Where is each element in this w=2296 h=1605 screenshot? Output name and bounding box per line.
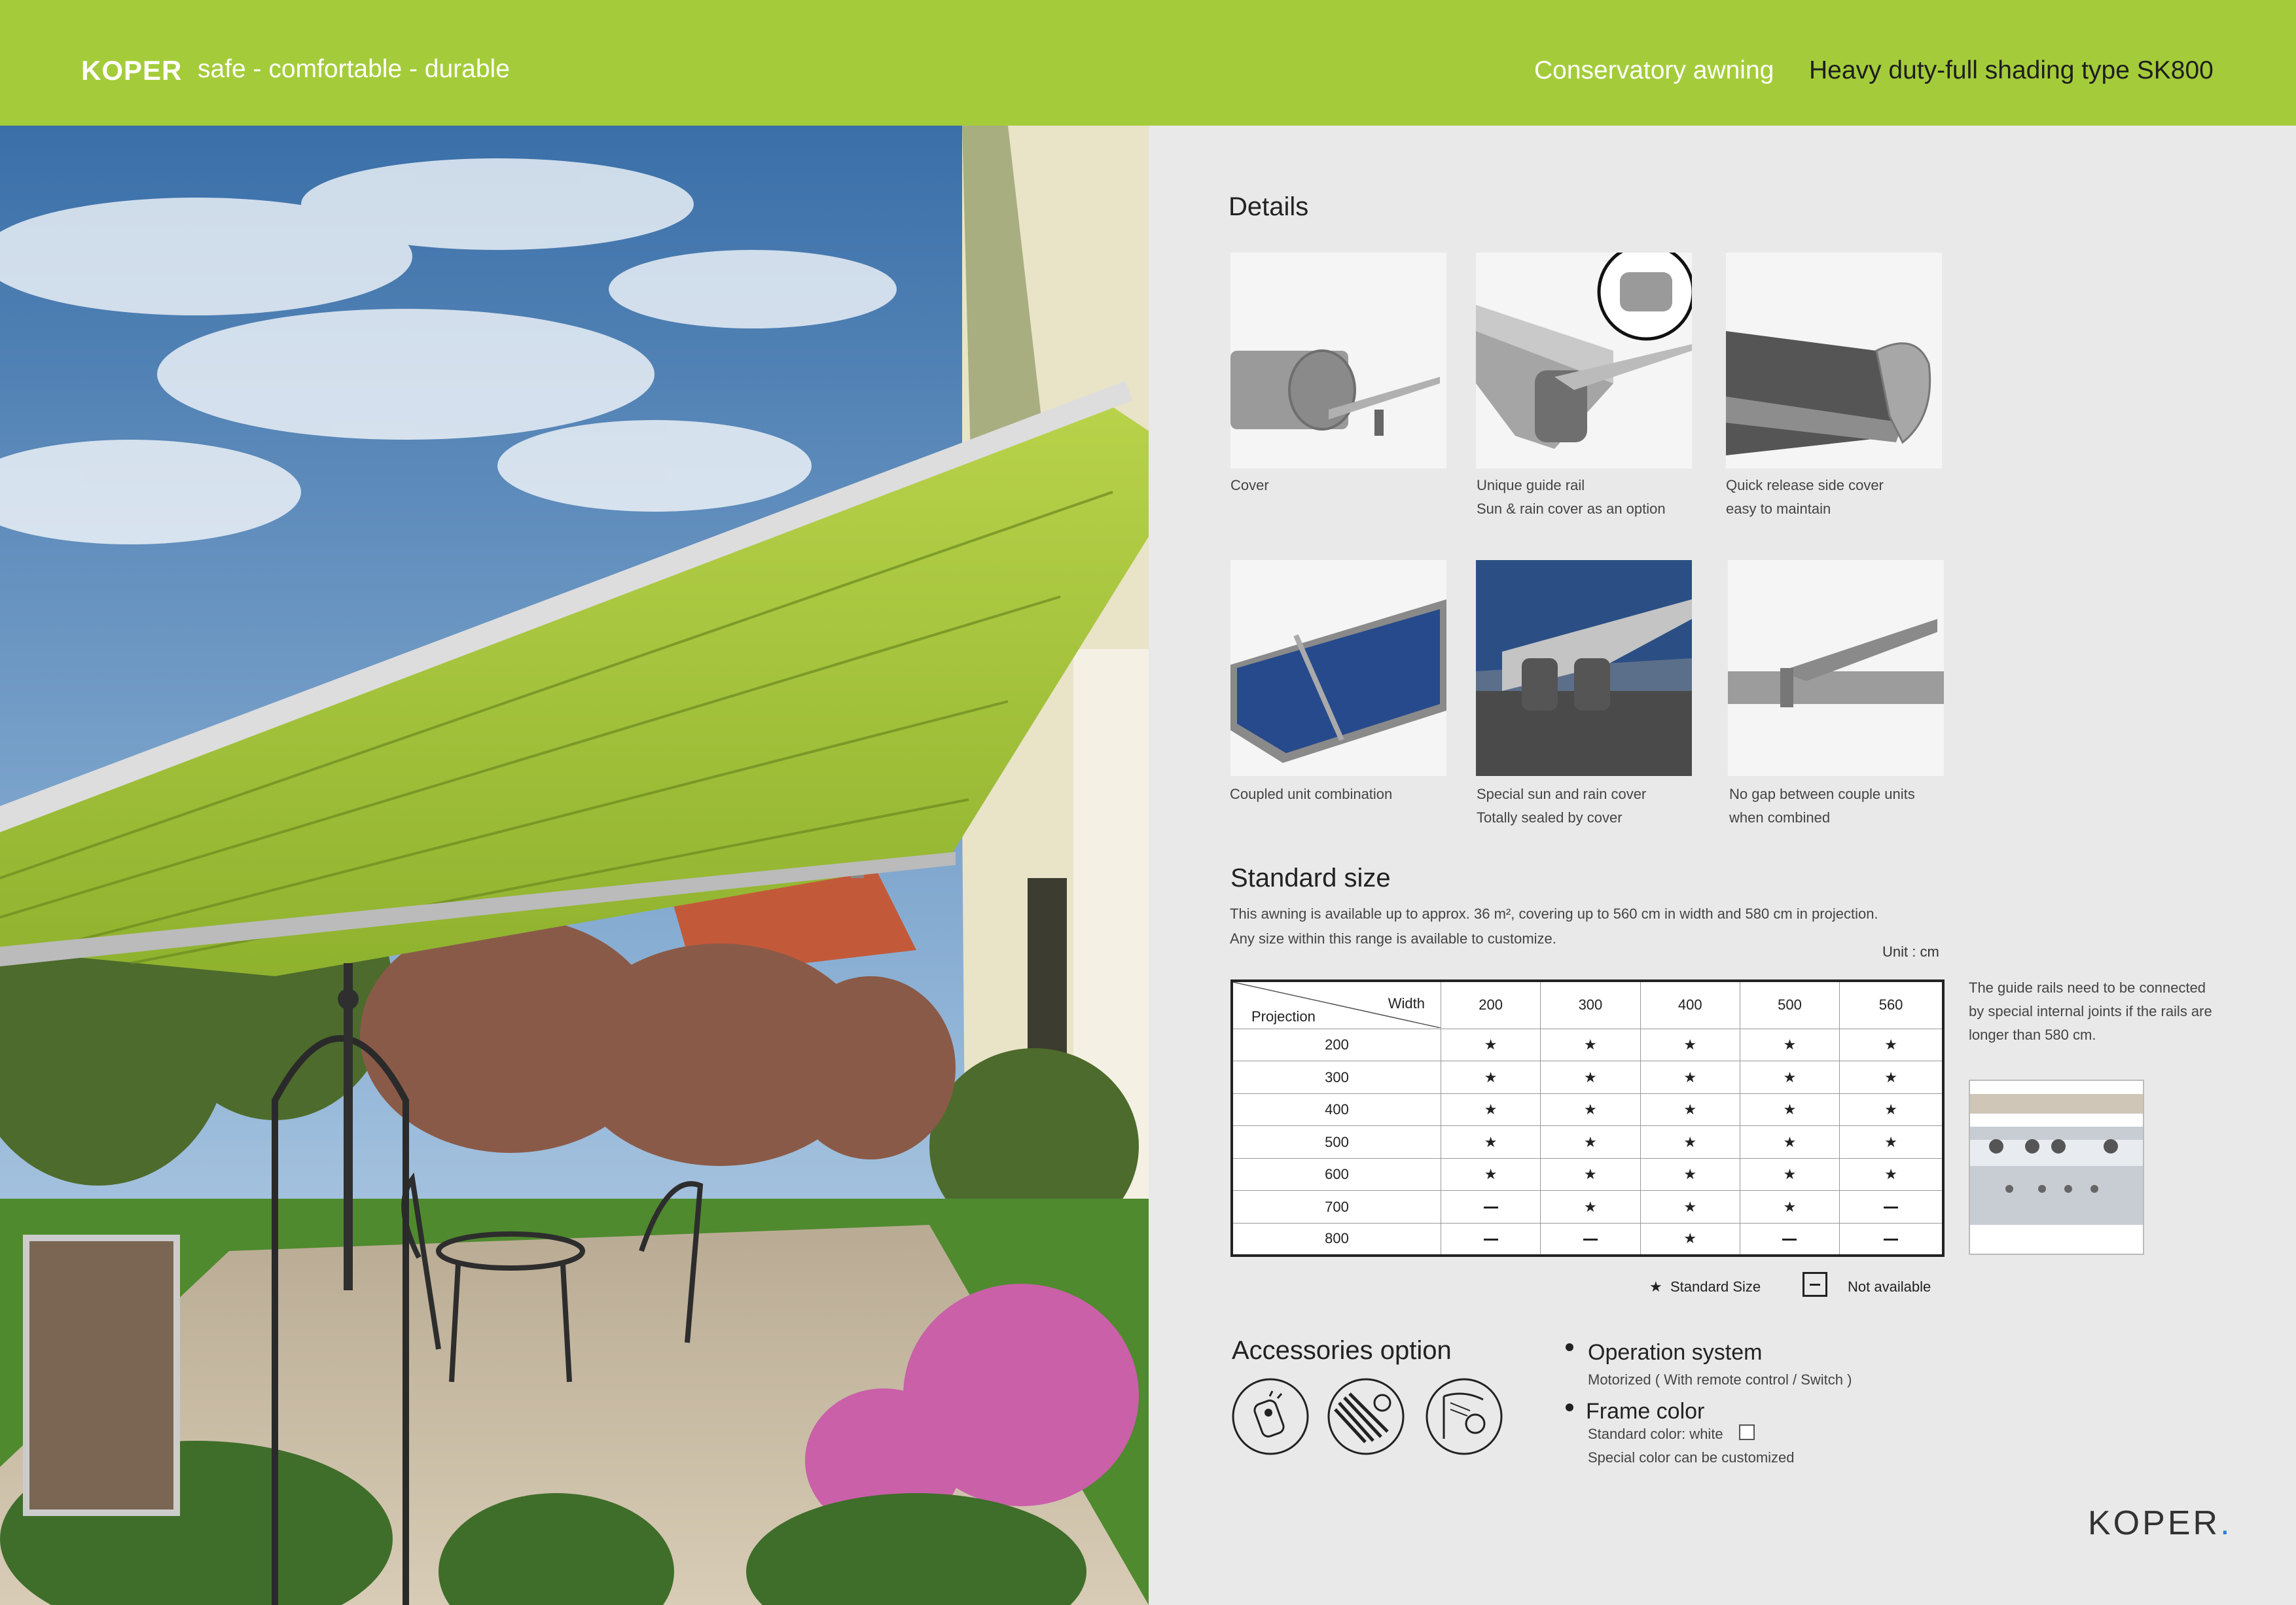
detail-image-sealed <box>1476 560 1692 776</box>
projection-cell: 500 <box>1232 1126 1441 1159</box>
not-available-dash-icon <box>1441 1223 1541 1256</box>
width-header: 500 <box>1740 981 1839 1029</box>
header-bar <box>0 0 2296 126</box>
projection-cell: 400 <box>1232 1093 1441 1126</box>
rail-joint-photo <box>1969 1080 2144 1255</box>
table-row <box>1232 1191 1943 1224</box>
table-row <box>1232 1223 1943 1256</box>
standard-size-star-icon: ★ <box>1541 1093 1640 1126</box>
detail-image-cover <box>1230 253 1446 468</box>
standard-size-star-icon: ★ <box>1640 1126 1740 1159</box>
projection-cell: 700 <box>1232 1191 1441 1224</box>
standard-size-description: This awning is available up to approx. 36 m², covering up to 560 cm in width and 580 cm in projection. Any size within this range is available to customize. <box>1230 906 1878 947</box>
wind-sensor-icon <box>1424 1377 1504 1456</box>
detail-image-guide-rail <box>1476 253 1692 468</box>
table-row <box>1232 1061 1943 1094</box>
detail-image-side-cover <box>1726 253 1942 468</box>
sun-sensor-icon <box>1326 1377 1406 1456</box>
table-header-row <box>1232 981 1943 1029</box>
standard-size-star-icon: ★ <box>1840 1061 1943 1094</box>
not-available-dash-icon <box>1740 1223 1839 1256</box>
standard-size-star-icon: ★ <box>1441 1093 1541 1126</box>
unit-label: Unit : cm <box>1882 944 1939 960</box>
projection-cell: 600 <box>1232 1158 1441 1191</box>
not-available-dash-icon <box>1840 1223 1943 1256</box>
standard-size-star-icon: ★ <box>1740 1061 1839 1094</box>
rail-joint-note: The guide rails need to be connected by special internal joints if the rails are longer than 580 cm. <box>1969 979 2212 1043</box>
brand-name: KOPER <box>81 55 183 86</box>
option-frame-custom: Special color can be customized <box>1588 1449 1795 1466</box>
standard-size-star-icon: ★ <box>1840 1093 1943 1126</box>
width-header: 560 <box>1840 981 1943 1029</box>
table-row <box>1232 1093 1943 1126</box>
table-row <box>1232 1158 1943 1191</box>
standard-size-star-icon: ★ <box>1441 1061 1541 1094</box>
standard-size-star-icon: ★ <box>1640 1093 1740 1126</box>
projection-cell: 300 <box>1232 1061 1441 1094</box>
standard-size-star-icon: ★ <box>1541 1061 1640 1094</box>
brand-tagline: safe - comfortable - durable <box>198 55 510 83</box>
projection-cell: 800 <box>1232 1223 1441 1256</box>
white-color-swatch <box>1739 1424 1755 1440</box>
option-frame-standard: Standard color: white <box>1588 1426 1723 1442</box>
detail-image-no-gap <box>1728 560 1944 776</box>
standard-size-star-icon: ★ <box>1840 1158 1943 1191</box>
standard-size-star-icon: ★ <box>1640 1061 1740 1094</box>
not-available-dash-icon <box>1840 1191 1943 1224</box>
projection-label: Projection <box>1251 1008 1316 1025</box>
standard-size-star-icon: ★ <box>1541 1191 1640 1224</box>
size-table <box>1230 979 1945 1257</box>
standard-size-star-icon: ★ <box>1541 1126 1640 1159</box>
awning-photo <box>0 126 1149 1605</box>
detail-caption-1: Cover <box>1230 477 1269 493</box>
remote-control-icon <box>1230 1377 1310 1456</box>
option-frame-title: Frame color <box>1586 1399 1705 1424</box>
not-available-dash-icon <box>1441 1191 1541 1224</box>
table-corner-cell <box>1232 981 1441 1029</box>
standard-size-star-icon: ★ <box>1541 1158 1640 1191</box>
width-header: 200 <box>1441 981 1541 1029</box>
standard-size-star-icon: ★ <box>1640 1191 1740 1224</box>
projection-cell: 200 <box>1232 1029 1441 1061</box>
detail-caption-3: Quick release side cover easy to maintain <box>1726 477 1884 517</box>
bullet-icon <box>1566 1403 1573 1411</box>
standard-size-title: Standard size <box>1230 864 1391 892</box>
detail-image-coupled <box>1230 560 1446 776</box>
accessories-title: Accessories option <box>1232 1336 1452 1365</box>
detail-caption-4: Coupled unit combination <box>1230 786 1393 802</box>
standard-size-star-icon: ★ <box>1740 1191 1839 1224</box>
option-operation-text: Motorized ( With remote control / Switch ) <box>1588 1371 1852 1388</box>
detail-caption-5: Special sun and rain cover Totally sealed by cover <box>1477 786 1647 826</box>
detail-caption-2: Unique guide rail Sun & rain cover as an option <box>1477 477 1666 517</box>
legend-not-available: Not available <box>1848 1279 1931 1295</box>
standard-size-star-icon: ★ <box>1640 1158 1740 1191</box>
detail-caption-6: No gap between couple units when combined <box>1729 786 1915 826</box>
star-icon: ★ <box>1649 1279 1662 1295</box>
bullet-icon <box>1566 1343 1573 1351</box>
table-row <box>1232 1126 1943 1159</box>
standard-size-star-icon: ★ <box>1640 1029 1740 1061</box>
standard-size-star-icon: ★ <box>1441 1126 1541 1159</box>
details-title: Details <box>1229 192 1309 221</box>
not-available-dash-icon <box>1541 1223 1640 1256</box>
product-category: Conservatory awning <box>1534 56 1774 84</box>
option-operation-title: Operation system <box>1588 1340 1763 1365</box>
standard-size-star-icon: ★ <box>1840 1126 1943 1159</box>
standard-size-star-icon: ★ <box>1740 1029 1839 1061</box>
standard-size-star-icon: ★ <box>1740 1126 1839 1159</box>
not-available-icon <box>1803 1272 1827 1297</box>
product-name: Heavy duty-full shading type SK800 <box>1809 56 2214 84</box>
width-header: 400 <box>1640 981 1740 1029</box>
table-row <box>1232 1029 1943 1061</box>
footer-logo: KOPER. <box>2088 1504 2233 1542</box>
standard-size-star-icon: ★ <box>1740 1158 1839 1191</box>
standard-size-star-icon: ★ <box>1840 1029 1943 1061</box>
width-header: 300 <box>1541 981 1640 1029</box>
standard-size-star-icon: ★ <box>1740 1093 1839 1126</box>
width-label: Width <box>1388 995 1425 1012</box>
standard-size-star-icon: ★ <box>1441 1029 1541 1061</box>
standard-size-star-icon: ★ <box>1541 1029 1640 1061</box>
legend-standard: ★ Standard Size <box>1649 1279 1761 1295</box>
standard-size-star-icon: ★ <box>1640 1223 1740 1256</box>
standard-size-star-icon: ★ <box>1441 1158 1541 1191</box>
